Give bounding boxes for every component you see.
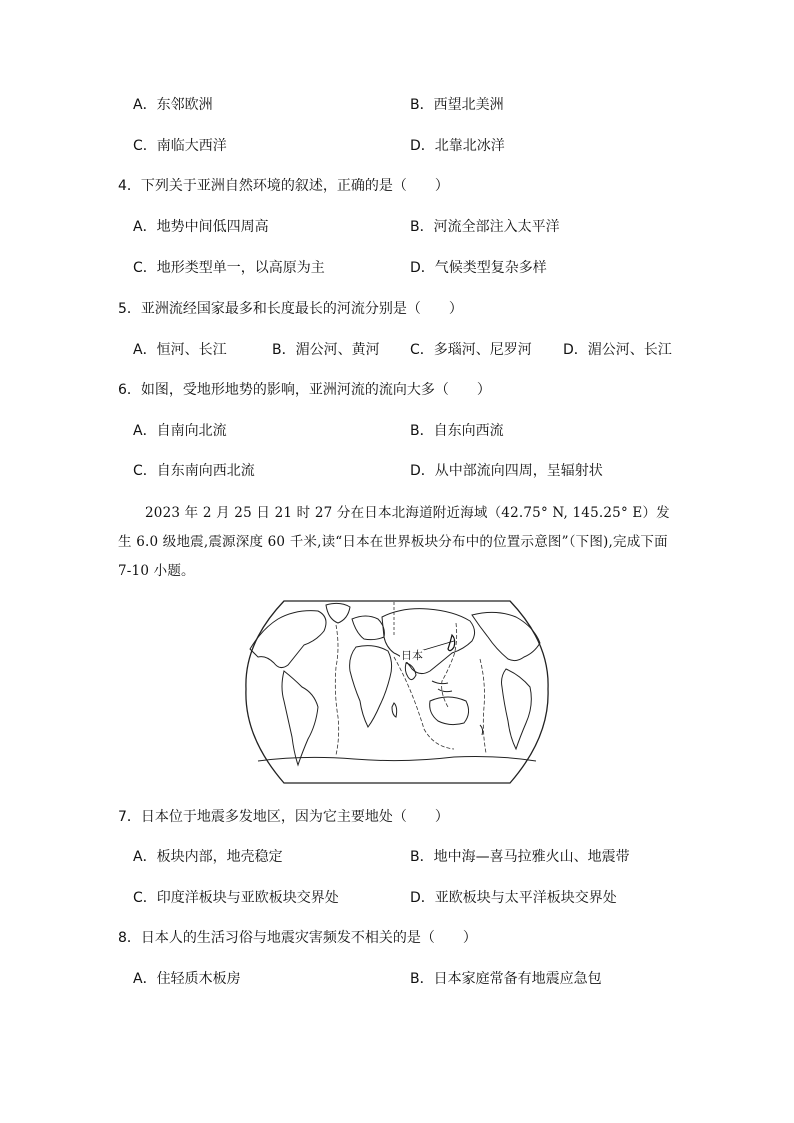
option-text: 日本家庭常备有地震应急包 (433, 971, 602, 987)
option-text: 湄公河、长江 (587, 342, 672, 358)
option-letter: B． (410, 423, 434, 439)
q8-option-a (133, 969, 241, 989)
q5-option-b (272, 340, 380, 360)
option-text: 亚欧板块与太平洋板块交界处 (434, 890, 617, 906)
option-letter: A． (133, 849, 157, 865)
option-letter: D． (410, 890, 435, 906)
q6-option-d (410, 461, 603, 481)
q8-stem: 8．日本人的生活习俗与地震灾害频发不相关的是（ ） (118, 930, 477, 946)
option-letter: B． (410, 219, 434, 235)
q7-option-a (133, 847, 283, 867)
option-letter: A． (133, 342, 157, 358)
q6-option-c (133, 461, 255, 481)
q6-option-a (133, 421, 227, 441)
q4-option-c (133, 258, 325, 278)
q3-option-d (410, 136, 505, 156)
option-text: 多瑙河、尼罗河 (433, 342, 532, 358)
option-text: 印度洋板块与亚欧板块交界处 (156, 890, 339, 906)
option-letter: C． (410, 342, 434, 358)
option-letter: A． (133, 423, 157, 439)
map-label-japan: 日本 (401, 649, 423, 662)
option-letter: C． (133, 138, 157, 154)
option-text: 板块内部，地壳稳定 (156, 849, 283, 865)
option-letter: D． (410, 463, 435, 479)
q4-option-b (410, 217, 560, 237)
option-letter: A． (133, 971, 157, 987)
q8-option-b (410, 969, 602, 989)
option-letter: D． (563, 342, 588, 358)
q7-stem: 7．日本位于地震多发地区，因为它主要地处（ ） (118, 809, 449, 825)
option-letter: C． (133, 890, 157, 906)
q5-option-a (133, 340, 227, 360)
option-text: 地中海—喜马拉雅火山、地震带 (433, 849, 630, 865)
option-letter: D． (410, 138, 435, 154)
option-letter: B． (272, 342, 296, 358)
option-text: 河流全部注入太平洋 (433, 219, 560, 235)
q5-option-d (563, 340, 672, 360)
q7-option-c (133, 888, 339, 908)
option-text: 自南向北流 (156, 423, 227, 439)
reading-passage (118, 499, 678, 586)
q3-option-c (133, 136, 227, 156)
option-letter: D． (410, 260, 435, 276)
option-text: 南临大西洋 (156, 138, 227, 154)
option-letter: B． (410, 97, 434, 113)
option-text: 住轻质木板房 (156, 971, 241, 987)
option-text: 东邻欧洲 (156, 97, 213, 113)
option-text: 气候类型复杂多样 (434, 260, 547, 276)
world-map-figure (244, 597, 550, 787)
q3-option-a (133, 95, 213, 115)
option-letter: C． (133, 260, 157, 276)
option-text: 地势中间低四周高 (156, 219, 269, 235)
option-letter: A． (133, 97, 157, 113)
q7-option-d (410, 888, 617, 908)
option-letter: B． (410, 971, 434, 987)
option-letter: C． (133, 463, 157, 479)
world-plate-map (244, 597, 550, 787)
option-text: 湄公河、黄河 (295, 342, 380, 358)
passage-text: 2023 年 2 月 25 日 21 时 27 分在日本北海道附近海域（42.75° N, 145.25° E）发生 6.0 级地震,震源深度 60 千米,读“日本在世界板块分布中的位置示意图”（下图),完成下面 7-10 小题。 (118, 505, 670, 579)
option-text: 从中部流向四周，呈辐射状 (434, 463, 603, 479)
option-text: 西望北美洲 (433, 97, 504, 113)
option-text: 恒河、长江 (156, 342, 227, 358)
q6-stem: 6．如图，受地形地势的影响，亚洲河流的流向大多（ ） (118, 382, 491, 398)
q3-option-b (410, 95, 504, 115)
q4-stem: 4．下列关于亚洲自然环境的叙述，正确的是（ ） (118, 178, 449, 194)
option-text: 自东南向西北流 (156, 463, 255, 479)
option-text: 自东向西流 (433, 423, 504, 439)
option-text: 地形类型单一，以高原为主 (156, 260, 325, 276)
q5-option-c (410, 340, 532, 360)
option-letter: B． (410, 849, 434, 865)
q6-option-b (410, 421, 504, 441)
q4-option-d (410, 258, 547, 278)
option-letter: A． (133, 219, 157, 235)
q4-option-a (133, 217, 269, 237)
q7-option-b (410, 847, 630, 867)
option-text: 北靠北冰洋 (434, 138, 505, 154)
q5-stem: 5．亚洲流经国家最多和长度最长的河流分别是（ ） (118, 301, 463, 317)
